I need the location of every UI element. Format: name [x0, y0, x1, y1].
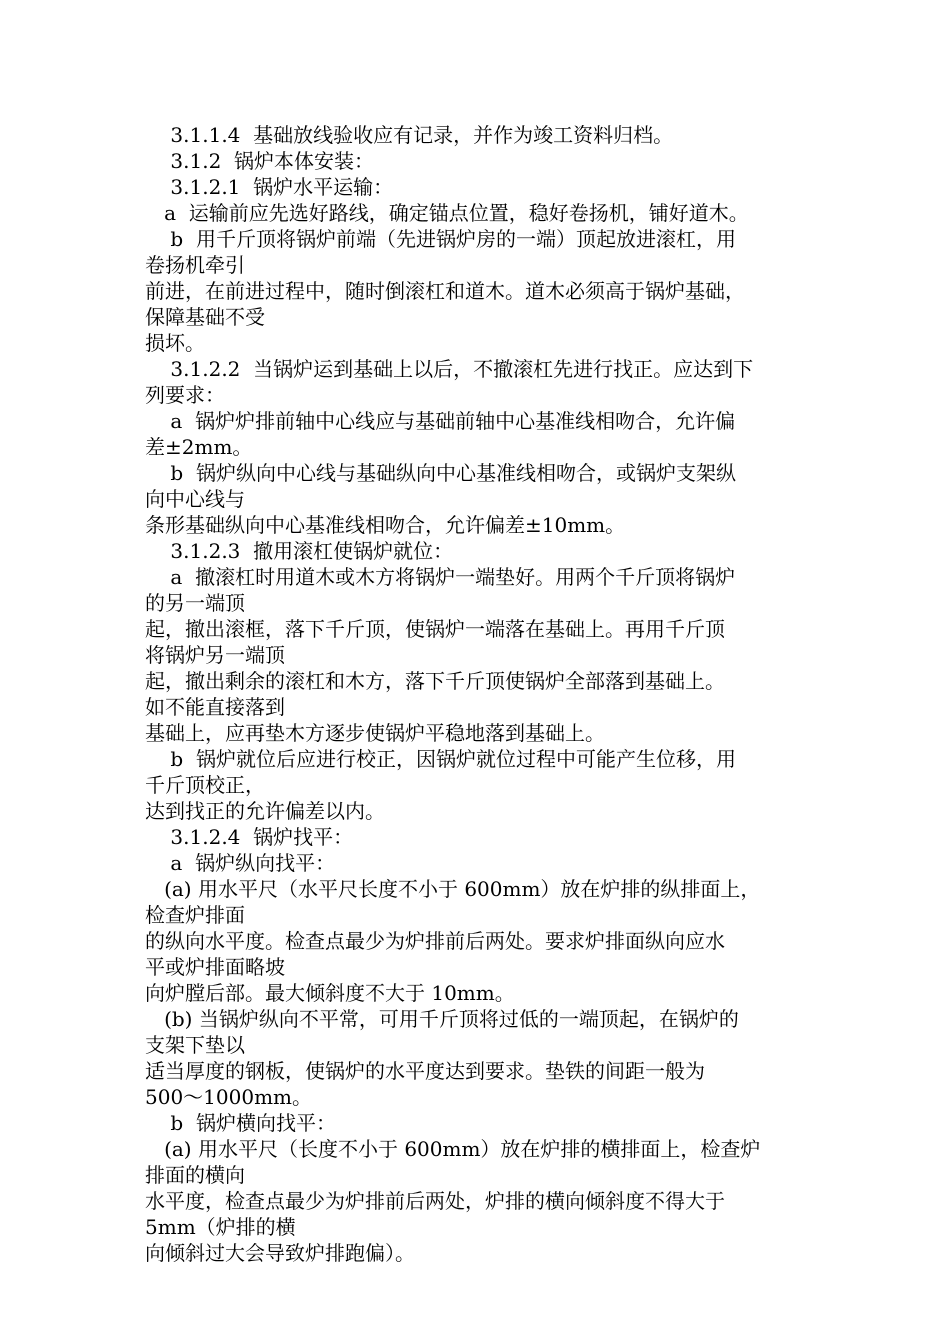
text-line: 条形基础纵向中心基准线相吻合，允许偏差±10mm。 — [145, 513, 626, 537]
text-line: 向中心线与 — [145, 487, 245, 511]
text-line: a 运输前应先选好路线，确定锚点位置，稳好卷扬机，铺好道木。 — [145, 201, 749, 225]
text-line: 检查炉排面 — [145, 903, 245, 927]
text-line: 起，撤出剩余的滚杠和木方，落下千斤顶使锅炉全部落到基础上。 — [145, 669, 725, 693]
text-line: 千斤顶校正， — [145, 773, 265, 797]
text-line: 水平度，检查点最少为炉排前后两处，炉排的横向倾斜度不得大于 — [145, 1189, 725, 1213]
text-line: 损坏。 — [145, 331, 205, 355]
text-line: (b) 当锅炉纵向不平常，可用千斤顶将过低的一端顶起，在锅炉的 — [145, 1007, 739, 1031]
text-line: 适当厚度的钢板，使锅炉的水平度达到要求。垫铁的间距一般为 — [145, 1059, 705, 1083]
text-line: 基础上，应再垫木方逐步使锅炉平稳地落到基础上。 — [145, 721, 605, 745]
text-line: 起，撤出滚框，落下千斤顶，使锅炉一端落在基础上。再用千斤顶 — [145, 617, 725, 641]
text-line: 达到找正的允许偏差以内。 — [145, 799, 385, 823]
text-line: 差±2mm。 — [145, 435, 253, 459]
text-line: 3.1.2.3 撤用滚杠使锅炉就位： — [145, 539, 454, 563]
text-line: 3.1.1.4 基础放线验收应有记录，并作为竣工资料归档。 — [145, 123, 674, 147]
text-line: (a) 用水平尺（长度不小于 600mm）放在炉排的横排面上，检查炉 — [145, 1137, 761, 1161]
text-line: a 锅炉纵向找平： — [145, 851, 336, 875]
text-line: b 锅炉横向找平： — [145, 1111, 336, 1135]
text-line: 3.1.2.1 锅炉水平运输： — [145, 175, 394, 199]
text-line: 3.1.2 锅炉本体安装： — [145, 149, 375, 173]
text-line: b 锅炉就位后应进行校正，因锅炉就位过程中可能产生位移，用 — [145, 747, 736, 771]
document-body — [145, 122, 835, 1266]
text-line: 将锅炉另一端顶 — [145, 643, 285, 667]
text-line: 的纵向水平度。检查点最少为炉排前后两处。要求炉排面纵向应水 — [145, 929, 725, 953]
text-line: 3.1.2.4 锅炉找平： — [145, 825, 354, 849]
text-line: 前进，在前进过程中，随时倒滚杠和道木。道木必须高于锅炉基础， — [145, 279, 745, 303]
text-line: 卷扬机牵引 — [145, 253, 245, 277]
text-line: 向倾斜过大会导致炉排跑偏）。 — [145, 1241, 415, 1265]
text-line: 3.1.2.2 当锅炉运到基础上以后，不撤滚杠先进行找正。应达到下 — [145, 357, 754, 381]
text-line: b 用千斤顶将锅炉前端（先进锅炉房的一端）顶起放进滚杠，用 — [145, 227, 736, 251]
text-line: 500～1000mm。 — [145, 1085, 313, 1109]
text-line: 的另一端顶 — [145, 591, 245, 615]
text-line: 排面的横向 — [145, 1163, 245, 1187]
text-line: 如不能直接落到 — [145, 695, 285, 719]
text-line: 5mm（炉排的横 — [145, 1215, 296, 1239]
text-line: 列要求： — [145, 383, 225, 407]
text-line: a 撤滚杠时用道木或木方将锅炉一端垫好。用两个千斤顶将锅炉 — [145, 565, 736, 589]
text-line: 支架下垫以 — [145, 1033, 245, 1057]
text-line: 向炉膛后部。最大倾斜度不大于 10mm。 — [145, 981, 515, 1005]
text-line: 平或炉排面略坡 — [145, 955, 285, 979]
text-line: b 锅炉纵向中心线与基础纵向中心基准线相吻合，或锅炉支架纵 — [145, 461, 736, 485]
text-line: (a) 用水平尺（水平尺长度不小于 600mm）放在炉排的纵排面上， — [145, 877, 761, 901]
text-line: a 锅炉炉排前轴中心线应与基础前轴中心基准线相吻合，允许偏 — [145, 409, 736, 433]
text-line: 保障基础不受 — [145, 305, 265, 329]
